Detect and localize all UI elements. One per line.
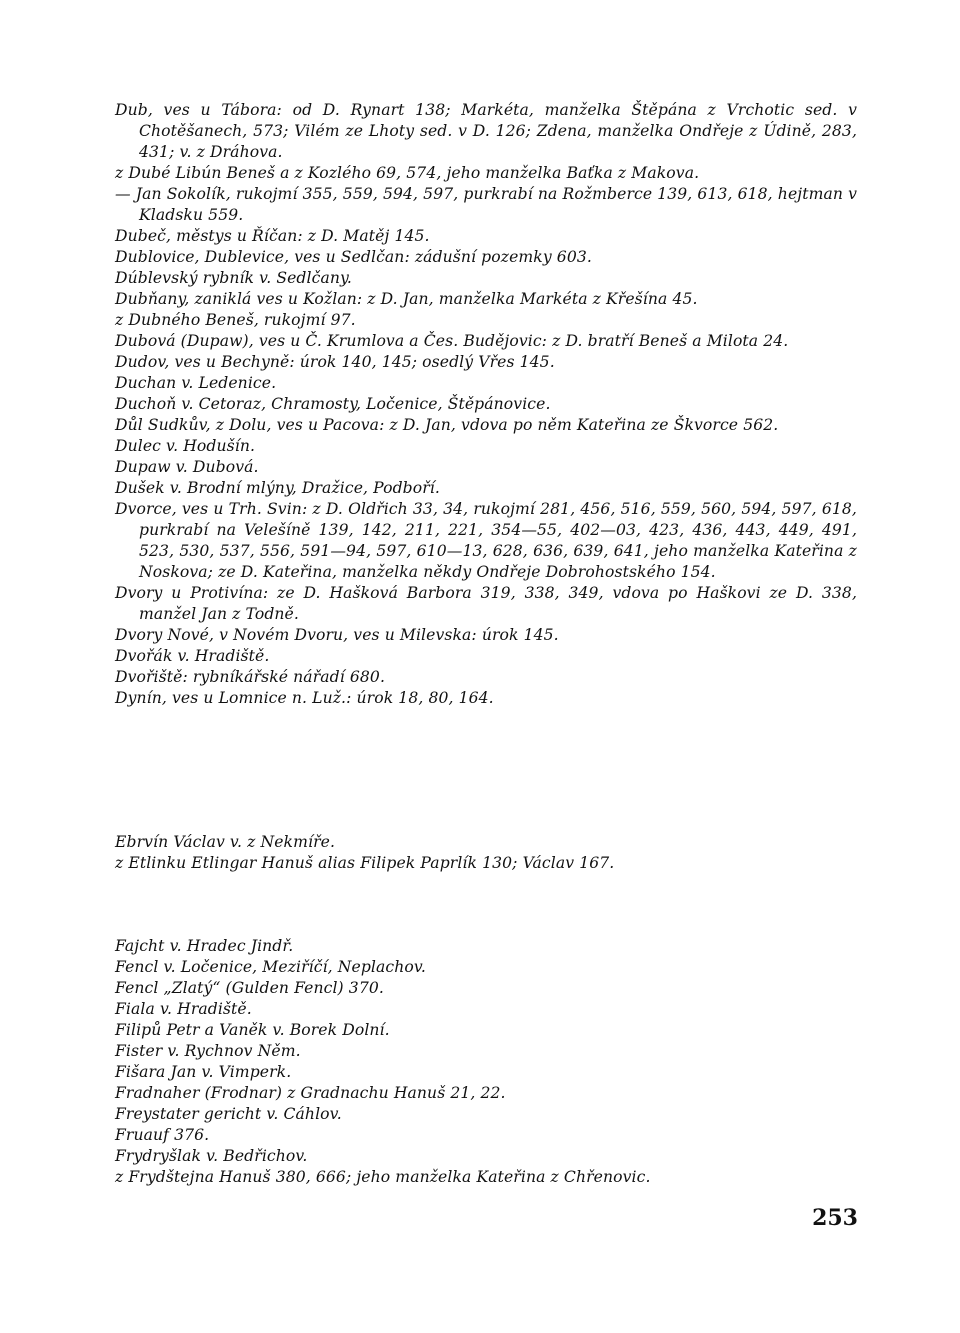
index-entry: Fencl v. Ločenice, Meziříčí, Neplachov. — [115, 958, 426, 976]
index-entry: Dvory u Protivína: ze D. Hašková Barbora 319, 338, 349, vdova po Haškovi ze D. 338, manžel Jan z Todně. — [115, 584, 857, 623]
index-entry: Ebrvín Václav v. z Nekmíře. — [115, 833, 336, 851]
index-entry: Dupaw v. Dubová. — [115, 458, 259, 476]
index-entry: Dubňany, zaniklá ves u Kožlan: z D. Jan, manželka Markéta z Křešína 45. — [115, 290, 698, 308]
index-entry: Dušek v. Brodní mlýny, Dražice, Podboří. — [115, 479, 440, 497]
index-entry: Dub, ves u Tábora: od D. Rynart 138; Markéta, manželka Štěpána z Vrchotic sed. v Chotěšanech, 573; Vilém ze Lhoty sed. v D. 126; Zdena, manželka Ondřeje z Údině, 283, 431; v. z Dráhova. — [115, 101, 857, 161]
index-entry: Důl Sudkův, z Dolu, ves u Pacova: z D. Jan, vdova po něm Kateřina ze Škvorce 562. — [115, 416, 779, 434]
index-entry: Filipů Petr a Vaněk v. Borek Dolní. — [115, 1021, 390, 1039]
index-entry: Dulec v. Hodušín. — [115, 437, 256, 455]
index-entry: Freystater gericht v. Cáhlov. — [115, 1105, 342, 1123]
index-entry: Frydryšlak v. Bedřichov. — [115, 1147, 308, 1165]
index-entry: z Frydštejna Hanuš 380, 666; jeho manželka Kateřina z Chřenovic. — [115, 1168, 651, 1186]
index-entry: Duchoň v. Cetoraz, Chramosty, Ločenice, Štěpánovice. — [115, 395, 551, 413]
index-entry: Duchan v. Ledenice. — [115, 374, 277, 392]
index-section-d — [115, 100, 857, 709]
index-entry: Dudov, ves u Bechyně: úrok 140, 145; osedlý Vřes 145. — [115, 353, 555, 371]
index-entry: Fajcht v. Hradec Jindř. — [115, 937, 294, 955]
index-entry: z Dubé Libún Beneš a z Kozlého 69, 574, jeho manželka Baťka z Makova. — [115, 164, 700, 182]
page-number: 253 — [812, 1205, 858, 1231]
index-section-f — [115, 936, 857, 1188]
index-section-e — [115, 832, 857, 874]
index-entry: z Etlinku Etlingar Hanuš alias Filipek Paprlík 130; Václav 167. — [115, 854, 615, 872]
index-entry: Dvory Nové, v Novém Dvoru, ves u Milevska: úrok 145. — [115, 626, 559, 644]
index-entry: Fruauf 376. — [115, 1126, 210, 1144]
index-entry: Fencl „Zlatý“ (Gulden Fencl) 370. — [115, 979, 384, 997]
index-entry: Dubová (Dupaw), ves u Č. Krumlova a Čes. Budějovic: z D. bratří Beneš a Milota 24. — [115, 332, 789, 350]
index-entry: Dúblevský rybník v. Sedlčany. — [115, 269, 352, 287]
index-entry: Fiala v. Hradiště. — [115, 1000, 252, 1018]
index-entry: Fišara Jan v. Vimperk. — [115, 1063, 292, 1081]
index-entry: — Jan Sokolík, rukojmí 355, 559, 594, 597, purkrabí na Rožmberce 139, 613, 618, hejtman v Kladsku 559. — [115, 185, 857, 224]
index-entry: Fradnaher (Frodnar) z Gradnachu Hanuš 21, 22. — [115, 1084, 506, 1102]
index-entry: Dublovice, Dublevice, ves u Sedlčan: zádušní pozemky 603. — [115, 248, 592, 266]
index-entry: Dvořiště: rybníkářské nářadí 680. — [115, 668, 386, 686]
index-entry: Dynín, ves u Lomnice n. Luž.: úrok 18, 80, 164. — [115, 689, 494, 707]
index-entry: z Dubného Beneš, rukojmí 97. — [115, 311, 356, 329]
index-entry: Fister v. Rychnov Něm. — [115, 1042, 301, 1060]
index-entry: Dvořák v. Hradiště. — [115, 647, 270, 665]
index-entry: Dvorce, ves u Trh. Svin: z D. Oldřich 33, 34, rukojmí 281, 456, 516, 559, 560, 594, 597, 618, purkrabí na Velešíně 139, 142, 211, 221, 354—55, 402—03, 423, 436, 443, 449, 491, 523, 530, 537, 556, 591—94, 597, 610—13, 628, 636, 639, 641, jeho manželka Kateřina z Noskova; ze D. Kateřina, manželka někdy Ondřeje Dobrohostského 154. — [115, 500, 857, 581]
index-entry: Dubeč, městys u Říčan: z D. Matěj 145. — [115, 227, 430, 245]
